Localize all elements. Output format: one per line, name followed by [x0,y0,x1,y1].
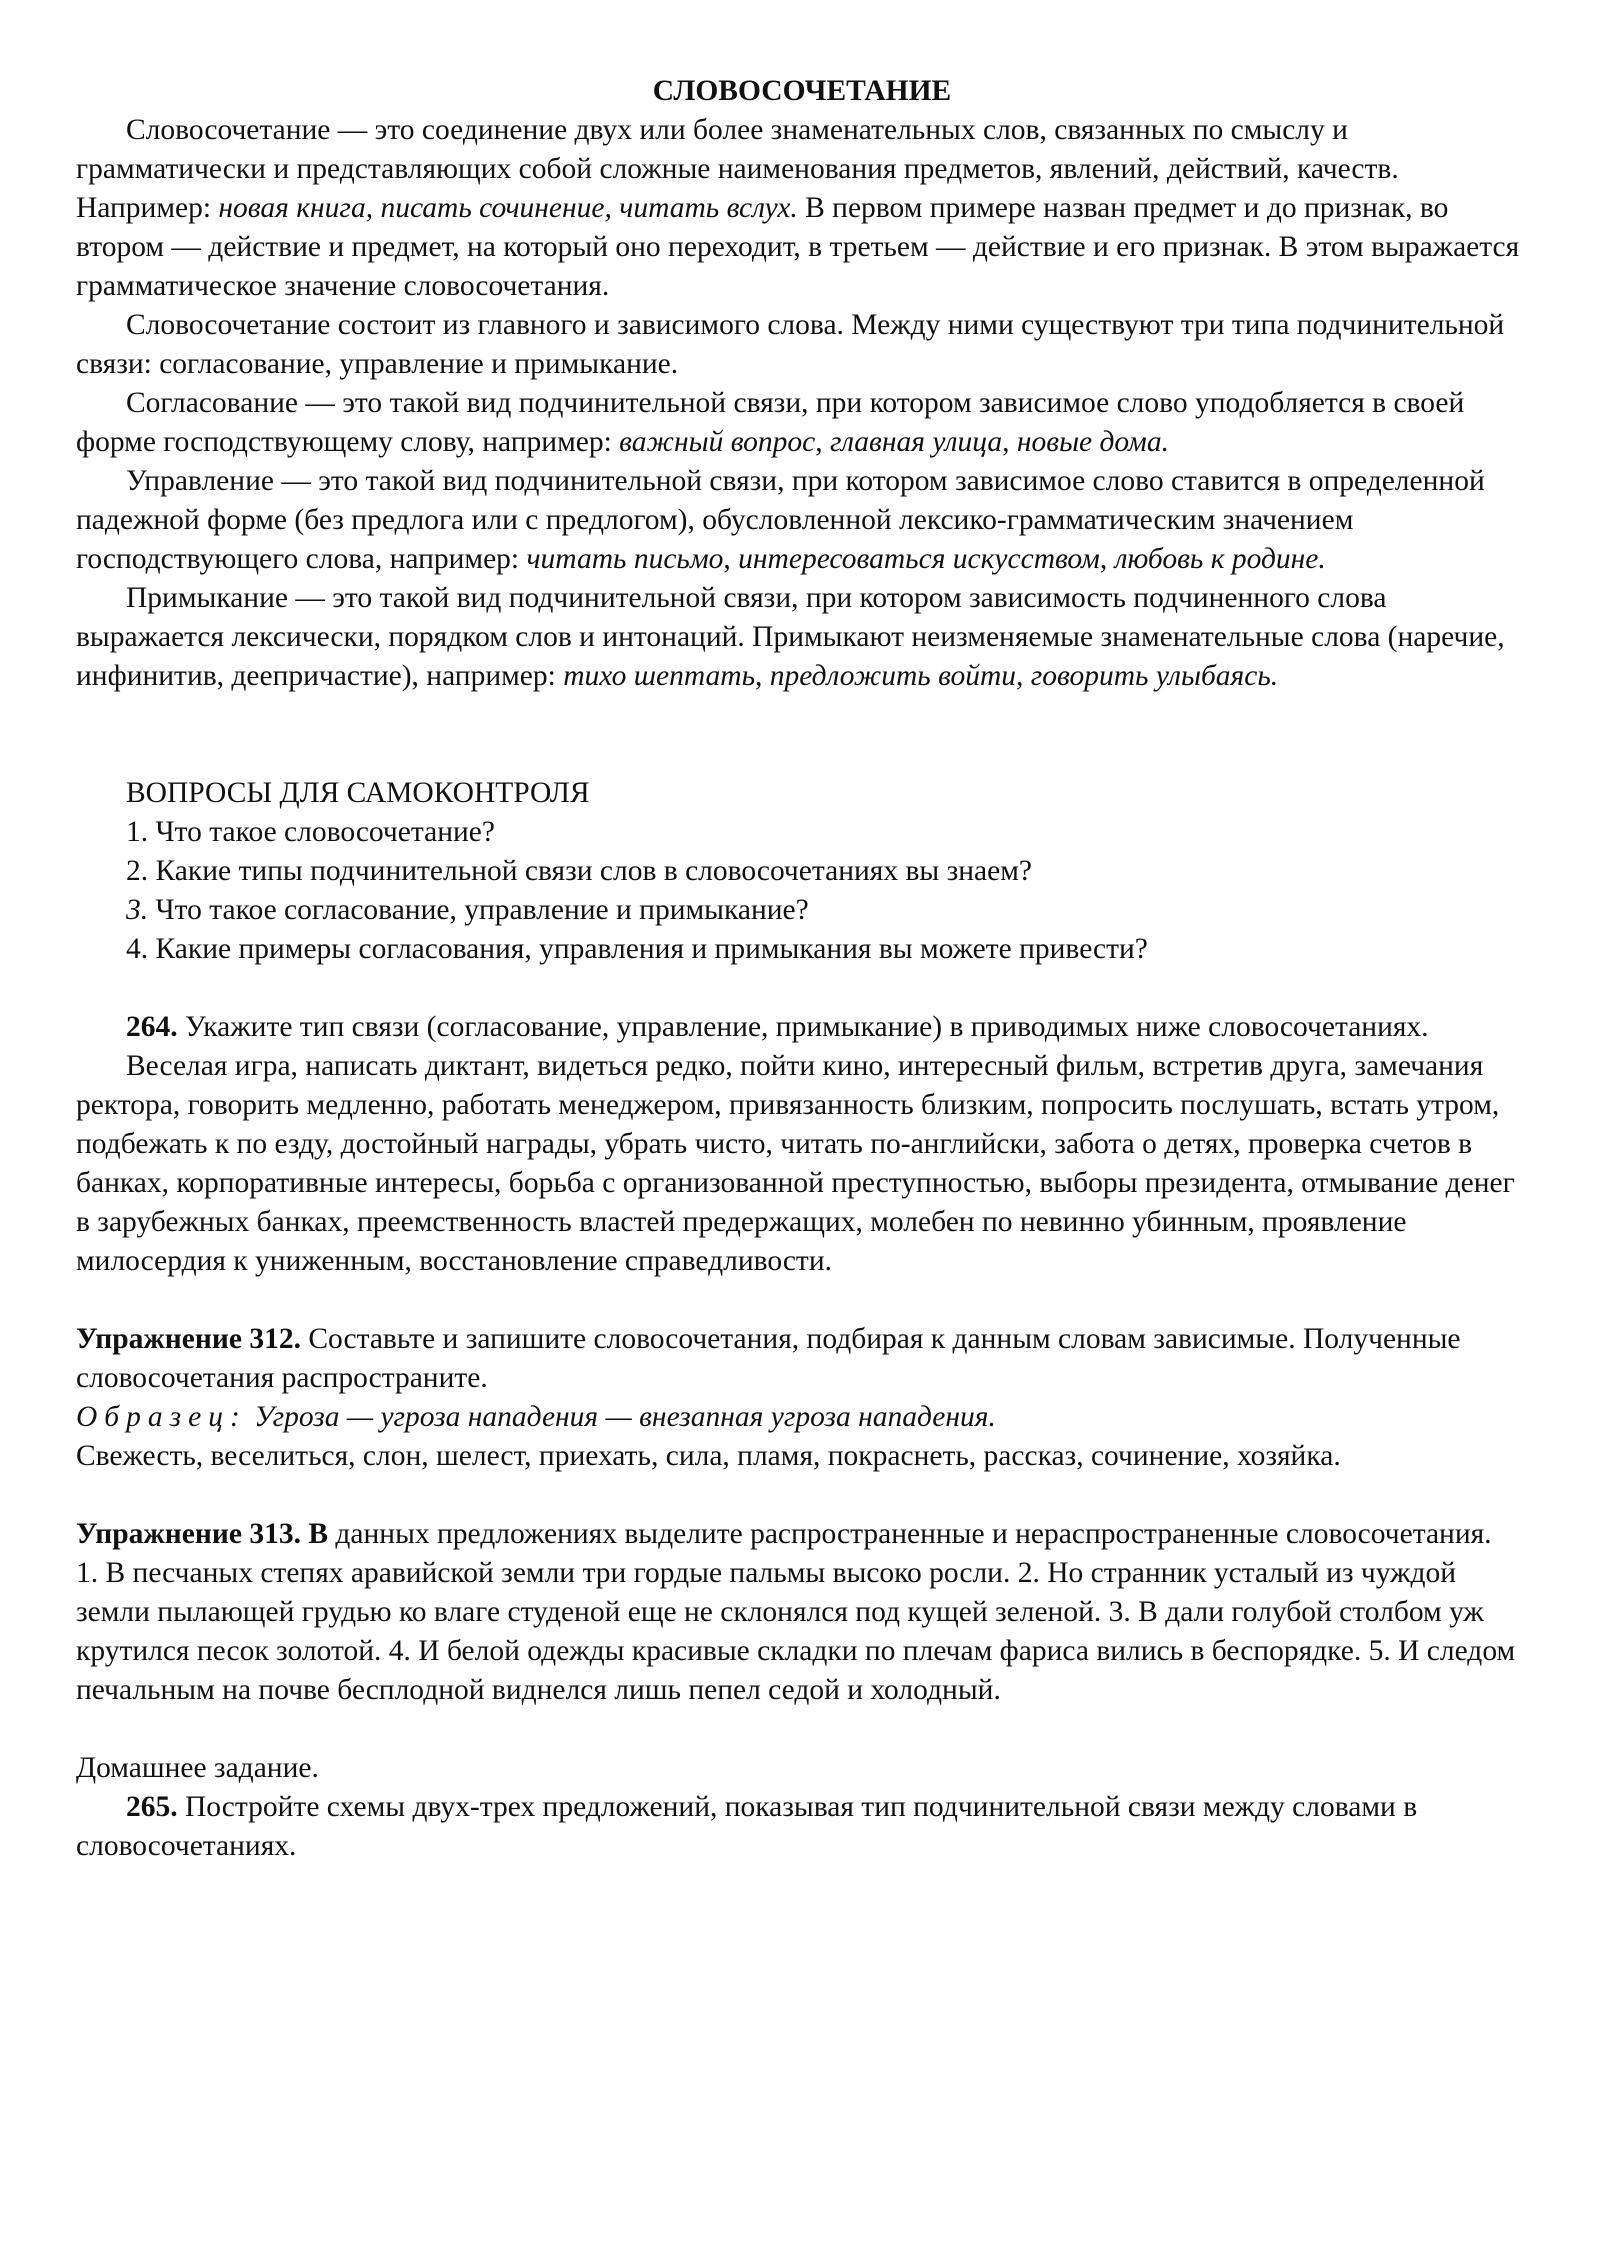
exercise-313-label: Упражнение 313. В [76,1518,329,1550]
adjoining-example-3: говорить улыбаясь. [1030,660,1279,692]
government-example-1: читать письмо [526,543,724,575]
adjoining-text: Примыкание — это такой вид подчинительной связи, при котором зависимость подчиненного слова выражается лексически, порядком слов и интонаций. Примыкают неизменяемые знаменательные слова (наречие, инфинитив, деепричастие), например: [76,582,1505,692]
exercise-264-task-text: Укажите тип связи (согласование, управление, примыкание) в приводимых ниже словосочетаниях. [177,1011,1429,1043]
exercise-312-label: Упражнение 312. [76,1323,301,1355]
questions-heading: ВОПРОСЫ ДЛЯ САМОКОНТРОЛЯ [126,777,590,809]
exercise-264-task [76,1008,1528,1047]
exercise-313-task-text: данных предложениях выделите распространенные и нераспространенные словосочетания. [328,1518,1492,1550]
adjoining-example-2: предложить войти [769,660,1017,692]
question-3-text: Что такое согласование, управление и примыкание? [148,894,809,926]
exercise-312-sample-label: Образец: [76,1401,247,1433]
agreement-example-1: важный вопрос [619,426,816,458]
section-spacer [76,1476,1528,1515]
definition-text: Словосочетание — это соединение двух или более знаменательных слов, связанных по смыслу и грамматически и представляющих собой сложные наименования предметов, явлений, действий, качеств. Например: [76,114,1399,224]
question-4: 4. Какие примеры согласования, управления и примыкания вы можете привести? [126,933,1148,965]
agreement-example-2: главная улица [829,426,1003,458]
question-3 [76,891,1528,930]
definition-paragraph [76,111,1528,306]
government-text: Управление — это такой вид подчинительной связи, при котором зависимое слово ставится в определенной падежной форме (без предлога или с предлогом), обусловленной лексико-грамматическим значением господствующего слова, например: [76,465,1485,575]
government-example-3: любовь к родине. [1114,543,1326,575]
page-title: СЛОВОСОЧЕТАНИЕ [652,75,952,107]
section-spacer [76,1710,1528,1749]
exercise-312-task-text: Составьте и запишите словосочетания, подбирая к данным словам зависимые. Полученные словосочетания распространите. [76,1323,1461,1394]
agreement-paragraph: Согласование — это такой вид подчинительной связи, при котором зависимое слово уподобляется в своей форме господствующему слову, например: важный вопрос, главная улица, новые дома. [76,387,1465,458]
exercise-312-sample [76,1398,1528,1437]
adjoining-paragraph: Примыкание — это такой вид подчинительной связи, при котором зависимость подчиненного слова выражается лексически, порядком слов и интонаций. Примыкают неизменяемые знаменательные слова (наречие, инфинитив, деепричастие), например: тихо шептать, предложить войти, говорить улыбаясь. [76,582,1505,692]
exercise-313 [76,1515,1528,1710]
exercise-313-body: 1. В песчаных степях аравийской земли три гордые пальмы высоко росли. 2. Но странник усталый из чуждой земли пылающей грудью ко влаге студеной еще не склонялся под кущей зеленой. 3. В дали голубой столбом уж крутился песок золотой. 4. И белой одежды красивые складки по плечам фариса вились в беспорядке. 5. И следом печальным на почве бесплодной виднелся лишь пепел седой и холодный. [76,1557,1516,1706]
government-example-2: интересоваться искусством [738,543,1100,575]
section-spacer [76,696,1528,774]
exercise-312-sample-text: Угроза — угроза нападения — внезапная угроза нападения. [246,1401,996,1433]
questions-section [76,774,1528,969]
agreement-example-3: новые дома. [1016,426,1170,458]
section-spacer [76,969,1528,1008]
definition-after: В первом примере назван предмет и до признак, во втором — действие и предмет, на который оно переходит, в третьем — действие и его признак. В этом выражается грамматическое значение словосочетания. [76,192,1520,302]
exercise-264-number: 264. [126,1011,178,1043]
definition-examples: новая книга, писать сочинение, читать вслух. [218,192,798,224]
agreement-text: Согласование — это такой вид подчинительной связи, при котором зависимое слово уподобляется в своей форме господствующему слову, например: [76,387,1465,458]
homework-section [76,1749,1528,1866]
section-spacer [76,1281,1528,1320]
exercise-312-words: Свежесть, веселиться, слон, шелест, приехать, сила, пламя, покраснеть, рассказ, сочинение, хозяйка. [76,1440,1341,1472]
exercise-264-body: Веселая игра, написать диктант, видеться редко, пойти кино, интересный фильм, встретив друга, замечания ректора, говорить медленно, работать менеджером, привязанность близким, попросить послушать, встать утром, подбежать к по езду, достойный награды, убрать чисто, читать по-английски, забота о детях, проверка счетов в банках, корпоративные интересы, борьба с организованной преступностью, выборы президента, отмывание денег в зарубежных банках, преемственность властей предержащих, молебен по невинно убинным, проявление милосердия к униженным, восстановление справедливости. [76,1050,1515,1277]
homework-task [76,1788,1528,1866]
question-3-number: 3. [126,894,149,926]
exercise-264 [76,1008,1528,1281]
question-1: 1. Что такое словосочетание? [126,816,495,848]
adjoining-example-1: тихо шептать [563,660,755,692]
structure-paragraph: Словосочетание состоит из главного и зависимого слова. Между ними существуют три типа подчинительной связи: согласование, управление и примыкание. [76,309,1505,380]
government-paragraph: Управление — это такой вид подчинительной связи, при котором зависимое слово ставится в определенной падежной форме (без предлога или с предлогом), обусловленной лексико-грамматическим значением господствующего слова, например: читать письмо, интересоваться искусством, любовь к родине. [76,465,1485,575]
exercise-313-task [76,1515,1528,1554]
question-2: 2. Какие типы подчинительной связи слов в словосочетаниях вы знаем? [126,855,1032,887]
homework-task-text: Постройте схемы двух-трех предложений, показывая тип подчинительной связи между словами в словосочетаниях. [76,1791,1418,1862]
exercise-312 [76,1320,1528,1476]
homework-number: 265. [126,1791,178,1823]
homework-heading: Домашнее задание. [76,1752,319,1784]
exercise-312-task [76,1320,1528,1398]
